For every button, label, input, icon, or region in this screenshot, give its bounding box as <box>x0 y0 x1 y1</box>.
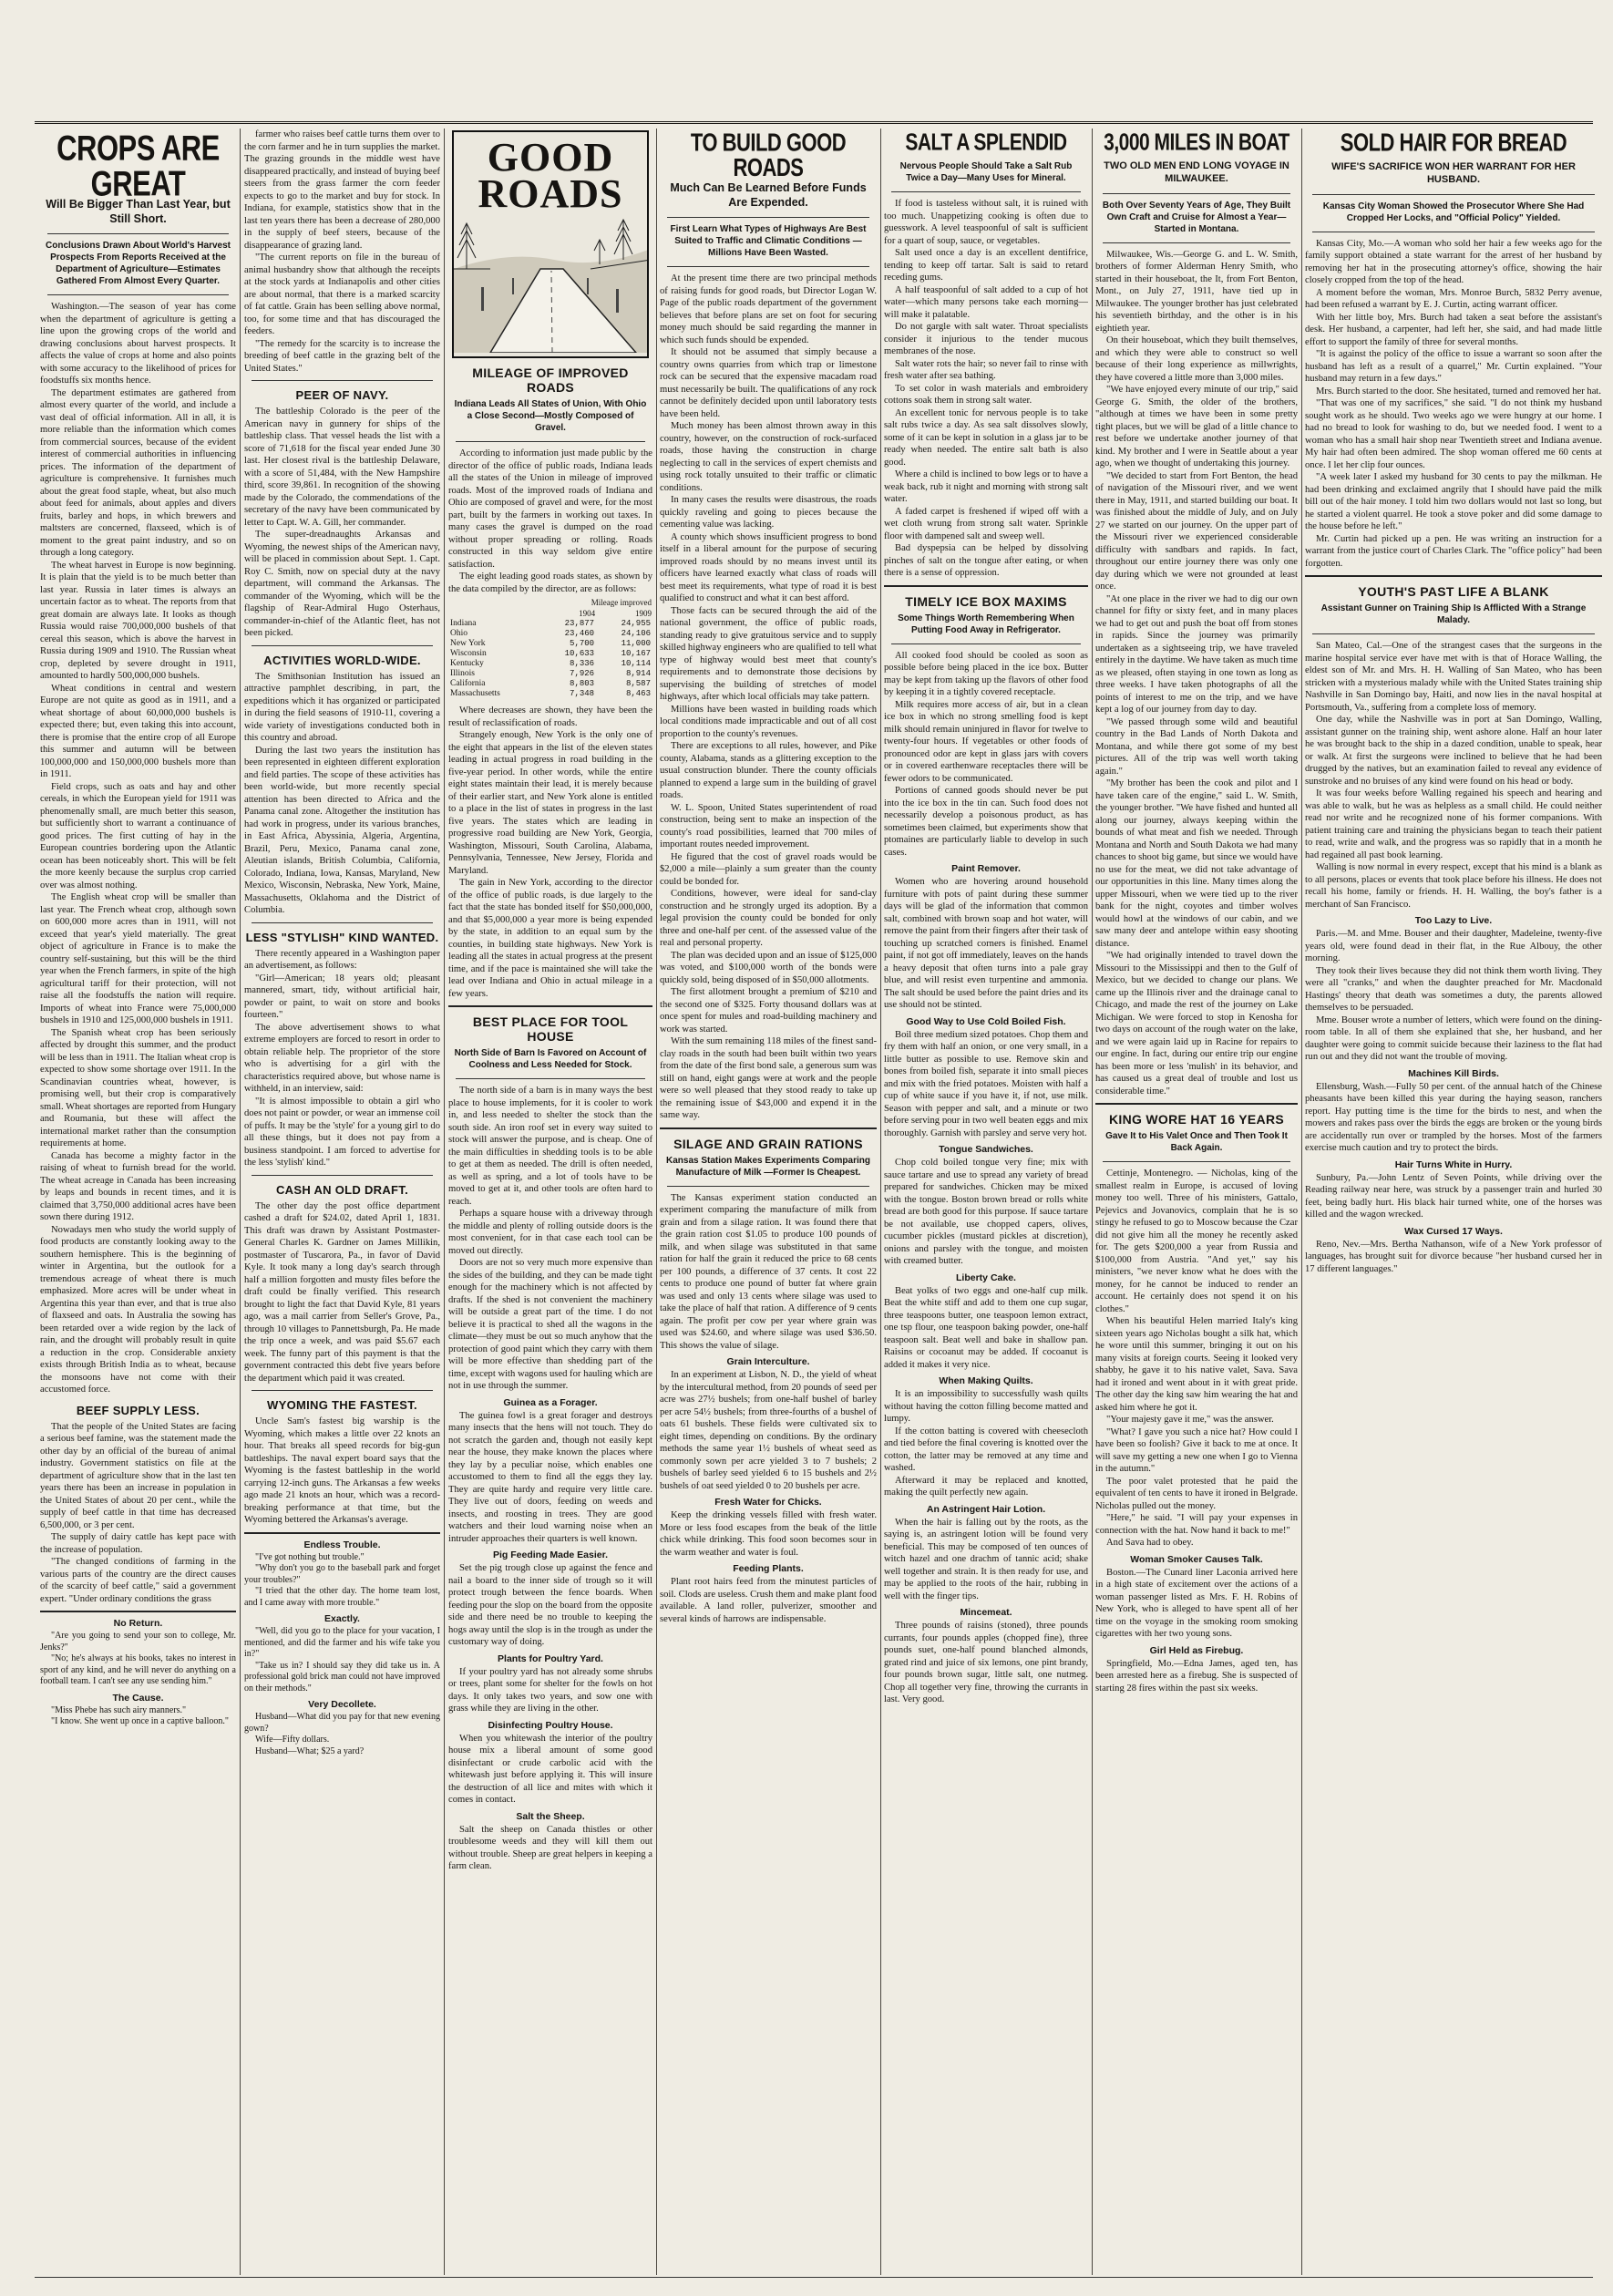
paragraph: Three pounds of raisins (stoned), three pounds currants, four pounds apples (chopped fine), three pounds suet, one-half pound blanched almonds, grated rind and juice of six lemons, one pint brandy, four pounds brown sugar, little salt, one nutmeg. Chop all together very fine, throwing the currants in last. Very good. <box>884 1621 1088 1704</box>
paragraph: Paris.—M. and Mme. Bouser and their daughter, Madeleine, twenty-five years old, were found dead in their flat, in the Rue Albouy, the other morning. <box>1305 929 1602 963</box>
paragraph: The English wheat crop will be smaller than last year. The French wheat crop, although sown on 600,000 more acres than in 1911, will not exceed that year's yield materially. The great object of agriculture in France is to make the country self-sustaining, but this will be the third year when the French farmers, in spite of the high agricultural tariff for their protection, will not raise all the foodstuffs the nation will require. Imports of wheat into France were 75,000,000 bushels in 1910 and 125,000,000 bushels in 1911. <box>40 892 236 1026</box>
paragraph: It should not be assumed that simply because a country owns quarries from which trap or limestone rock can be secured that the expensive macadam road must necessarily be built. The qualifications of any rock cannot be definitely decided upon until laboratory tests have been held. <box>660 347 877 419</box>
subhead: Hair Turns White in Hurry. <box>1394 1158 1513 1170</box>
deck: TWO OLD MEN END LONG VOYAGE IN MILWAUKEE. <box>1104 160 1289 184</box>
joke-box <box>40 1618 236 1728</box>
paragraph: "It is almost impossible to obtain a girl who does not paint or powder, or wear an immense coil of puffs. It may be the 'style' for a young girl to do all these things, but it does not pay from a business standpoint. I am forced to advertise for the less 'stylish' kind." <box>244 1096 440 1168</box>
joke-line: Husband—What; $25 a yard? <box>255 1745 365 1756</box>
deck-summary: Assistant Gunner on Training Ship Is Afflicted With a Strange Malady. <box>1320 603 1587 625</box>
paragraph: When you whitewash the interior of the poultry house mix a liberal amount of some good disinfectant or crude carbolic acid with the whitewash just before applying it. This will insure the destruction of all lice and mites with which it comes in contact. <box>448 1733 652 1805</box>
paragraph: It is an impossibility to successfully wash quilts without having the cotton filling become matted and lumpy. <box>884 1389 1088 1424</box>
deck-summary: Nervous People Should Take a Salt Rub Twice a Day—Many Uses for Mineral. <box>899 161 1073 183</box>
joke-line: "I know. She went up once in a captive balloon." <box>51 1716 229 1727</box>
subhead: An Astringent Hair Lotion. <box>926 1503 1046 1515</box>
paragraph: A faded carpet is freshened if wiped off with a wet cloth wrung from strong salt water. Sprinkle floor with dampened salt and sweep well. <box>884 506 1088 541</box>
headline-good-roads: TO BUILD GOOD ROADS <box>690 129 847 182</box>
top-rule <box>35 121 1593 124</box>
paragraph: Canada has become a mighty factor in the raising of wheat to furnish bread for the world. The wheat acreage in Canada has been increasing by leaps and bounds in recent times, and it is claimed that 3,750,000 additional acres have been sown there during 1912. <box>40 1150 236 1223</box>
paragraph: When his beautiful Helen married Italy's king sixteen years ago Nicholas bought a silk hat, which he wore until this summer, bringing it out on his many visits at foreign courts. Seeing it looked very shabby, he gave it to his native valet, Sava. Sava had it ironed and went about in it with great pride. The other day the king saw him wearing the hat and asked him where he got it. <box>1095 1316 1298 1413</box>
paragraph: Salt water rots the hair; so never fail to rinse with fresh water after sea bathing. <box>884 358 1088 381</box>
column-6 <box>1095 129 1298 2275</box>
paragraph: During the last two years the institution has been represented in eighteen different exploration and field parties. The scope of these activities has been world-wide, but more recently special attention has been directed to Africa and the Panama canal zone. Altogether the institution has had work in progress, under its various branches, in East Africa, Abyssinia, Algeria, Argentina, Brazil, Peru, Mexico, Panama canal zone, Aleutian islands, British Columbia, California, Colorado, Indiana, Iowa, Kansas, Maryland, New Mexico, Wisconsin, Nebraska, New York, Maine, Massachusetts, Oklahoma and the District of Columbia. <box>244 745 440 915</box>
paragraph: The battleship Colorado is the peer of the American navy in gunnery for ships of the battleship class. That vessel heads the list with a score of 71,618 for the fiscal year ended June 30 last. Her closest rival is the battleship Delaware, with a score of 51,484, with the New Hampshire third, score 39,861. In recognition of the showing made by the Colorado, the commendations of the secretary of the navy have been communicated by letter to Capt. W. A. Gill, her commander. <box>244 407 440 528</box>
deck-summary: First Learn What Types of Highways Are Best Suited to Traffic and Climatic Conditions — Millions Have Been Wasted. <box>670 224 867 259</box>
subhead: Good Way to Use Cold Boiled Fish. <box>906 1015 1066 1027</box>
joke-line: Wife—Fifty dollars. <box>255 1735 330 1745</box>
paragraph: Washington.—The season of year has come when the department of agriculture is getting a line upon the growing crops of the world and drawing conclusions about harvest prospects. It affects the value of crops at home and also points with some accuracy to the likelihood of prices for foodstuffs six months hence. <box>40 302 236 386</box>
paragraph: The first allotment brought a premium of $210 and the second one of $325. Forty thousand dollars was at once spent for mules and road-building machinery and work was started. <box>660 987 877 1035</box>
subhead: BEEF SUPPLY LESS. <box>76 1403 200 1417</box>
paragraph: "We decided to start from Fort Benton, the head of navigation of the Missouri river, and we went there in May, 1911, and started building our boat. It was finished about the middle of July, and on July 27 we started on our journey. On the upper part of the Missouri river we experienced considerable difficulty with sandbars and rapids. In fact, throughout our entire journey there was only one day during which we were not grounded at least once. <box>1095 470 1298 592</box>
paragraph: They took their lives because they did not think them worth living. They were all "cranks," and when the daughter preached for Mr. Macdonald Hastings' theory that death was sometimes a duty, the parents allowed themselves to be persuaded. <box>1305 965 1602 1013</box>
column-rule <box>656 129 657 2275</box>
paragraph: When the hair is falling out by the roots, as the saying is, an astringent lotion will be found very beneficial. This may be composed of ten ounces of witch hazel and one drachm of tannic acid; shake well together and strain. It is then ready for use, and may be applied to the roots of the hair, rubbing in well with the finger tips. <box>884 1517 1088 1601</box>
deck: Will Be Bigger Than Last Year, but Still Short. <box>46 198 231 225</box>
table-row: Ohio 23,460 24,106 <box>450 629 651 638</box>
paragraph: "My brother has been the cook and pilot and I have taken care of the engine," said L. W. Smith, the younger brother. "We have fished and hunted all along our journey, always keeping within the bounds of what meat and fish we needed. Through Montana and North and South Dakota we had many chances to shoot big game, but since we would have no use for the meat, we did not take advantage of our opportunities in this line. Many times along the upper Missouri, when we were tied up to the river bank for the night, coyotes and timber wolves would howl at the windows of our cabin, and we saw many deer and antelope within easy shooting distance. <box>1095 778 1298 949</box>
subhead: ACTIVITIES WORLD-WIDE. <box>263 653 421 667</box>
headline-crops-are-great: CROPS ARE GREAT <box>57 129 220 203</box>
paragraph: Bad dyspepsia can be helped by dissolving pinches of salt on the tongue after eating, or when there is a sense of oppression. <box>884 543 1088 578</box>
paragraph: Keep the drinking vessels filled with fresh water. More or less food escapes from the beak of the little chick while drinking. This food soon becomes sour in the warm weather and water is foul. <box>660 1510 877 1558</box>
deck: Much Can Be Learned Before Funds Are Expended. <box>670 181 867 209</box>
paragraph: In an experiment at Lisbon, N. D., the yield of wheat by the intercultural method, from 20 pounds of seed per acre was 27½ bushels; from one-half bushel of barley per acre 54½ bushels; from three-fourths of a bushel of oats 61 bushels. These fields were cultivated six to eight times, depending on conditions. By the ordinary methods the same year 1½ bushels of wheat seed as commonly sown per acre yielded 3 to 7 bushels; 2 bushels of barley seed yielded 6 to 15 bushels and 2½ bushels of oat seed yielded 0 to 20 bushels per acre. <box>660 1370 877 1491</box>
subhead: Girl Held as Firebug. <box>1149 1644 1244 1656</box>
paragraph: The above advertisement shows to what extreme employers are forced to resort in order to obtain reliable help. The proprietor of the store who is advertising for a girl with the characteristics required above, but whose name is withheld, in an interview, said: <box>244 1022 440 1094</box>
paragraph: He figured that the cost of gravel roads would be $2,000 a mile—plainly a sum greater than the county could be bonded for. <box>660 851 877 887</box>
column-5 <box>884 129 1088 2275</box>
subhead: Grain Interculture. <box>726 1356 810 1368</box>
subhead: Machines Kill Birds. <box>1408 1067 1499 1079</box>
paragraph: Set the pig trough close up against the fence and nail a board to the inner side of trough so it will protect trough between the fence boards. When feeding pour the slop on the board from the opposite side and there need be no trouble to keeping the hogs away until the slop is in the trough as under the customary way of doing. <box>448 1563 652 1647</box>
joke-line: "Take us in? I should say they did take us in. A professional gold brick man could not have improved on their methods." <box>244 1660 440 1694</box>
paragraph: "The current reports on file in the bureau of animal husbandry show that although the receipts at the stock yards at Indianapolis and other cities are about normal, that there is a marked scarcity of fat cattle. Grain has been selling above normal, too, for some time and that has discouraged the feeders. <box>244 252 440 336</box>
paragraph: San Mateo, Cal.—One of the strangest cases that the surgeons in the marine hospital service ever have met with is that of Horace Walling, the eldest son of Mr. and Mrs. H. H. Walling of San Mateo, who has been stricken with a mysterious malady while with the United States training ship Nashville in San Domingo bay, Haiti, and now lies in the naval hospital at Portsmouth, Va., suffering from a complete loss of memory. <box>1305 641 1602 713</box>
paragraph: Springfield, Mo.—Edna James, aged ten, has been arrested here as a firebug. She is suspected of starting 28 fires within the past six weeks. <box>1095 1658 1298 1694</box>
subhead: Too Lazy to Live. <box>1414 915 1493 926</box>
subhead: Tongue Sandwiches. <box>939 1144 1033 1155</box>
headline-youth-blank: YOUTH'S PAST LIFE A BLANK <box>1358 584 1549 599</box>
column-rule <box>880 129 881 2275</box>
paragraph: Plant root hairs feed from the minutest particles of soil. Clods are useless. Crush them and make plant food available. A land roller, pulverizer, smoother and several kinds of harrows are indispensable. <box>660 1577 877 1624</box>
paragraph: A moment before the woman, Mrs. Monroe Burch, 5832 Perry avenue, had been refused a warrant by E. J. Curtin, acting warrant officer. <box>1305 287 1602 310</box>
deck-summary: Kansas Station Makes Experiments Comparing Manufacture of Milk —Former Is Cheapest. <box>666 1155 870 1178</box>
paragraph: "The remedy for the scarcity is to increase the breeding of beef cattle in the grazing belt of the United States." <box>244 338 440 374</box>
subhead: LESS "STYLISH" KIND WANTED. <box>245 930 439 944</box>
joke-line: "No; he's always at his books, takes no interest in sport of any kind, and he will never do anything on a football team. I can't see any use sending him." <box>40 1653 236 1687</box>
paragraph: Portions of canned goods should never be put into the ice box in the tin can. Such food does not necessarily develop a poisonous product, as has sometimes been claimed, but experiments show that ptomaines are particularly liable to develop in such cases. <box>884 786 1088 858</box>
paragraph: With the sum remaining 118 miles of the finest sand-clay roads in the south had been built within two years from the date of the first bond sale, a generous sum was still on hand, eight gangs were at work and the people were so well pleased that they stood ready to take up the remaining issue of $43,000 and expend it in the same way. <box>660 1036 877 1121</box>
paragraph: Much money has been almost thrown away in this country, however, on the construction of rock-surfaced roads, those having the construction in charge neglecting to call in the services of expert chemists and using rock totally unsuited to their traffic or climatic conditions. <box>660 421 877 493</box>
subhead: Pig Feeding Made Easier. <box>492 1550 609 1560</box>
paragraph: To set color in wash materials and embroidery cottons soak them in strong salt water. <box>884 383 1088 406</box>
subhead: Wax Cursed 17 Ways. <box>1404 1225 1503 1237</box>
deck-summary: Indiana Leads All States of Union, With Ohio a Close Second—Mostly Composed of Gravel. <box>454 399 647 433</box>
paragraph: The guinea fowl is a great forager and destroys many insects that the hens will not touch. They do not scratch the garden and, though not easily kept near the house, they make known the places where they lay by a peculiar noise, which enables one accustomed to them to find all the eggs they lay. They are quite hardy and require very little care. They live out of doors, feeding on weeds and insects, and roosting in trees. They are good watchers and their loud warning noise when an intruder approaches their quarters is well known. <box>448 1410 652 1544</box>
paragraph: Milwaukee, Wis.—George G. and L. W. Smith, brothers of former Alderman Henry Smith, who started in their houseboat, the It, from Fort Benton, Mont., on July 27, 1911, have tied up in Milwaukee. The younger brother has just celebrated his seventieth birthday, and the other is in his eightieth year. <box>1095 249 1298 334</box>
column-rule <box>240 129 241 2275</box>
paragraph: "It is against the policy of the office to issue a warrant so soon after the husband has left as a result of a quarrel," Mr. Curtin explained. "Your husband may return in a few days." <box>1305 349 1602 384</box>
subhead: Plants for Poultry Yard. <box>498 1653 603 1664</box>
paragraph: Mrs. Burch started to the door. She hesitated, turned and removed her hat. <box>1316 386 1602 396</box>
paragraph: Walling is now normal in every respect, except that his mind is a blank as to all persons, places or events that took place before his illness. He does not recall his home, family or friends. H. H. Walling, the boy's father is a merchant of San Francisco. <box>1305 862 1602 910</box>
paragraph: Boston.—The Cunard liner Laconia arrived here in a high state of excitement over the actions of a woman passenger listed as Mrs. F. H. Robins of New York, who is alleged to have spent all of her time on the voyage in the smoking room smoking cigarettes with her two young sons. <box>1095 1567 1298 1639</box>
paragraph: "Your majesty gave it me," was the answer. <box>1106 1415 1274 1425</box>
joke-line: "Are you going to send your son to college, Mr. Jenks?" <box>40 1631 236 1653</box>
table-row: Massachusetts 7,348 8,463 <box>450 689 651 698</box>
subhead: WYOMING THE FASTEST. <box>267 1398 417 1412</box>
paragraph: The other day the post office department cashed a draft for $24.02, dated April 1, 1831. This draft was drawn by Assistant Postmaster-General Charles K. Gardner on James Millikin, postmaster of Tuscarora, Pa., in favor of David Kyle. It took many a long day's search through half a million forgotten and musty files before the draft could be finally verified. This research brought to light the fact that David Kyle, 81 years ago, was a mail carrier from Seller's Grove, Pa., through 10 villages to Pannettsburgh, Pa. He made the trip once a week, and was paid $5.67 each week. The funny part of this payment is that the government contracted this debt five years before the department which paid it was created. <box>244 1200 440 1384</box>
paragraph: The poor valet protested that he paid the equivalent of ten cents to have it ironed in Belgrade. Nicholas pulled out the money. <box>1095 1476 1298 1511</box>
headline-salt: SALT A SPLENDID <box>905 129 1067 156</box>
deck-summary: Conclusions Drawn About World's Harvest Prospects From Reports Received at the Department of Agriculture—Estimates Gathered From Almost Every Quarter. <box>46 241 231 287</box>
paragraph: The supply of dairy cattle has kept pace with the increase of population. <box>40 1532 236 1555</box>
subhead: When Making Quilts. <box>939 1375 1033 1386</box>
paragraph: That the people of the United States are facing a serious beef famine, was the statement made the other day by an official of the bureau of animal industry. Government statistics on file at the department of agriculture show that in the last ten years there has been an increase in population in the United States of about 20 per cent., while the supply of beef cattle in that time has decreased 6,500,000, or 3 per cent. <box>40 1421 236 1530</box>
column-1 <box>40 129 236 2275</box>
paragraph: An excellent tonic for nervous people is to take salt rubs twice a day. As sea salt dissolves slowly, some of it can be kept in solution in a glass jar to be ready when needed. The entire salt bath is also good. <box>884 407 1088 468</box>
paragraph: If the cotton batting is covered with cheesecloth and tied before the final covering is knotted over the cotton, the latter may be removed at any time and washed. <box>884 1426 1088 1473</box>
deck-summary: Both Over Seventy Years of Age, They Built Own Craft and Cruise for Almost a Year—Started in Montana. <box>1102 200 1291 234</box>
bottom-rule <box>35 2277 1593 2278</box>
headline-sold-hair: SOLD HAIR FOR BREAD <box>1340 129 1567 157</box>
subhead: Feeding Plants. <box>733 1563 804 1575</box>
paragraph: The super-dreadnaughts Arkansas and Wyoming, the newest ships of the American navy, will be placed in commission about Sept. 1. Capt. Roy C. Smith, now on special duty at the navy department, will command the Arkansas. The commander of the Wyoming, which will be the flagship of Rear-Admiral Hugo Osterhaus, commander-in-chief of the Atlantic fleet, has not been picked. <box>244 530 440 638</box>
paragraph: Milk requires more access of air, but in a clean ice box in which no strong smelling food is kept milk should remain uninjured in flavor for twelve to twenty-four hours. If vegetables or other foods of pronounced odor are kept in glass jars with covers or in covered earthenware receptacles there will be fewer odors to be communicated. <box>884 699 1088 784</box>
subhead: CASH AN OLD DRAFT. <box>275 1182 409 1197</box>
headline-mileage: MILEAGE OF IMPROVED ROADS <box>472 366 629 395</box>
paragraph: "Girl—American; 18 years old; pleasant mannered, smart, tidy, without artificial hair, powder or paint, to wait on store and books fourteen." <box>244 973 440 1020</box>
paragraph: Nowadays men who study the world supply of food products are constantly looking away to the southern hemisphere. This is the beginning of winter in Argentina, but the outlook for a tremendous acreage of wheat there is much emphasized. More acres will be under wheat in Argentina this year than ever, and that is true also of flaxseed and oats. In Australia the sowing has been retarded over a wide region by the lack of rain, and the drought will probably result in quite a reduction in the crop. Considerable anxiety exists through British India as to wheat, because the monsoons have not come with their accustomed force. <box>40 1224 236 1395</box>
table-year: 1904 <box>579 609 596 618</box>
paragraph: Millions have been wasted in building roads which local conditions made impracticable and out of all cost proportion to the county's revenues. <box>660 704 877 739</box>
paragraph: The north side of a barn is in many ways the best place to house implements, for it is cooler to work in, and less needed to shelter the stock than the south side. An iron roof set in every way suited to stock will answer the purpose, and is cheap. One of the main difficulties in shedding tools is to be able to get at them as needed. The drill is often needed, as well as spring, and a lot of tools have to be moved to get at it, and other tools are often hard to reach. <box>448 1086 652 1207</box>
joke-line: "Miss Phebe has such airy manners." <box>51 1704 187 1715</box>
logo-text: GOOD ROADS <box>478 135 623 216</box>
column-rule <box>1301 129 1302 2275</box>
paragraph: At the present time there are two principal methods of raising funds for good roads, but Director Logan W. Page of the public roads department of the government believes that before plans are set on foot for securing money much should be said regarding the manner in which such funds should be expended. <box>660 273 877 345</box>
paragraph: Cettinje, Montenegro. — Nicholas, king of the smallest realm in Europe, is accused of loving money too well. Three of his ministers, Gattalo, Pejevics and Jovanovics, complain that he is so stingy he refused to go to Moscow because the Czar did not give him all the money he recently asked for. The gets $200,000 a year from Russia and $100,000 from Austria. "And yet," say his ministers, "we never know what he does with the money, for he cannot be induced to render an account. He certainly does not spend it on his clothes." <box>1095 1169 1298 1314</box>
paragraph: According to information just made public by the director of the office of public roads, Indiana leads all the states of the Union in mileage of improved roads. Most of the improved roads of Indiana and Ohio are composed of gravel and were, for the most part, built by the farmers in working out taxes. In many cases the gravel is dumped on the road without proper spreading or rolling. Roads constructed in this way seldom give entire satisfaction. <box>448 448 652 570</box>
headline-ice-box: TIMELY ICE BOX MAXIMS <box>905 593 1067 609</box>
paragraph: Salt used once a day is an excellent dentifrice, tending to keep off tartar. Salt is said to retard receding gums. <box>884 248 1088 283</box>
subhead: Disinfecting Poultry House. <box>488 1719 613 1731</box>
headline-king-hat: KING WORE HAT 16 YEARS <box>1109 1112 1284 1127</box>
joke-title: No Return. <box>113 1618 163 1630</box>
subhead: Fresh Water for Chicks. <box>714 1497 822 1508</box>
paragraph: Mr. Curtin had picked up a pen. He was writing an instruction for a warrant from the justice court of Charles Clark. The "office policy" had been forgotten. <box>1305 533 1602 569</box>
paragraph: One day, while the Nashville was in port at San Domingo, Walling, assistant gunner on the training ship, went ashore alone. Half an hour later he was brought back to the ship in a dazed condition, unable to speak, hear or walk. At first the surgeons were inclined to believe that he had been drugged by the natives, but an examination failed to reveal any evidence of sunstroke and no bruises of any kind were found on his head or body. <box>1305 715 1602 787</box>
paragraph: The gain in New York, according to the director of the office of public roads, is due largely to the fact that the state has bonded itself for $50,000,000, and that $5,000,000 a year more is being expended by the state, in addition to an equal sum by the counties, in building state highways. New York is leading all the states in actual progress at the present time, and if the pace is maintained she will take the lead over Indiana and Ohio in actual mileage in a few years. <box>448 878 652 999</box>
column-3 <box>448 129 652 2275</box>
column-2 <box>244 129 440 2275</box>
paragraph: farmer who raises beef cattle turns them over to the corn farmer and he in turn supplies the market. The grazing grounds in the middle west have disappeared practically, and instead of buying beef steers from the grass farmer the corn feeder expects to go to the market and buy for stock. In Indiana, for example, statistics show that in the last ten years there has been a decrease of 280,000 in the supply of beef steers, because of the disappearance of grazing land. <box>244 129 440 251</box>
deck-summary: Kansas City Woman Showed the Prosecutor Where She Had Cropped Her Locks, and "Official Policy" Yielded. <box>1322 201 1585 223</box>
paragraph: The Spanish wheat crop has been seriously affected by drought this summer, and the product will be less than in 1911. The Italian wheat crop is expected to show some shortage over 1911. In the Scandinavian countries wheat, however, is promising well, but their crop is comparatively small. Wheat shortages are reported from Hungary and Roumania, but these will affect the international market rather than the consumption requirements at home. <box>40 1027 236 1149</box>
paragraph: Mme. Bouser wrote a number of letters, which were found on the dining-room table. In all of them she explained that she, her husband, and her daughter were going to commit suicide because their laziness to the flat had run out and they did not want the trouble of moving. <box>1305 1014 1602 1062</box>
paragraph: Sunbury, Pa.—John Lentz of Seven Points, while driving over the Reading railway near here, was struck by a passenger train and hurled 30 feet, being badly hurt. His black hair turned white, one of the horses was killed and the wagon wrecked. <box>1305 1172 1602 1220</box>
subhead: Woman Smoker Causes Talk. <box>1130 1553 1263 1565</box>
joke-title: Very Decollete. <box>308 1699 376 1710</box>
paragraph: The department estimates are gathered from almost every quarter of the world, and include a vast deal of official information. All in all, it is more reliable than the information which comes from commercial sources, because of the evident interest of commercial authorities in influencing prices. The information of the department of agriculture is comprehensive. It furnishes much about the great food staple, wheat, but also much about feed for animals, about apples and divers fruits, barley and hops, in which brewers and maltsters are concerned, flaxseed, which is of moment to the great paint industry, and so on through a long category. <box>40 387 236 559</box>
paragraph: The eight leading good roads states, as shown by the data compiled by the director, are as follows: <box>448 571 652 594</box>
good-roads-illustration <box>452 130 649 358</box>
paragraph: "A week later I asked my husband for 30 cents to pay the milkman. He had been drinking and exclaimed angrily that I should have paid the milk bill out of the hair money. I told him two dollars would not last so long, but he started a violent quarrel. He took a stove poker and did some damage to the house before he left." <box>1305 472 1602 531</box>
joke-line: "Why don't you go to the baseball park and forget your troubles?" <box>244 1563 440 1585</box>
paragraph: Where decreases are shown, they have been the result of reclassification of roads. <box>448 705 652 728</box>
paragraph: Boil three medium sized potatoes. Chop them and fry them with half an onion, or one very small, in a little butter as possible to use. Remove skin and bones from boiled fish, separate it into small pieces and mix with the fried potatoes. Moisten with half a cup of white sauce if you have it, if not, use milk. Season with pepper and salt, and a minute or two before serving pour in two well beaten eggs and mix thoroughly. Garnish with parsley and serve very hot. <box>884 1029 1088 1138</box>
table-year: 1909 <box>635 609 652 618</box>
subhead: Salt the Sheep. <box>516 1810 585 1822</box>
paragraph: It was four weeks before Walling regained his speech and hearing and was able to walk, but he was as helpless as a small child. He could neither read nor write and he recognized none of his former companions. With patient training care and training the physicians began to teach their patient to read, write and walk, and the progress was so rapidly that in a month he had regained all past book learning. <box>1305 788 1602 860</box>
paragraph: "Here," he said. "I will pay your expenses in connection with the hat. Now hand it back to me!" <box>1095 1513 1298 1536</box>
deck-summary: Gave It to His Valet Once and Then Took It Back Again. <box>1105 1131 1288 1153</box>
paragraph: Those facts can be secured through the aid of the national government, the office of public roads, standing ready to give gratuitous service and to supply skilled highway engineers who are qualified to tell what type of highway would best meet that county's requirements and to demonstrate those decisions by supervising the building of stretches of model highways, after which local officials may take pattern. <box>660 605 877 703</box>
paragraph: Women who are hovering around household furniture with pots of paint during these summer days will be glad of the information that common salt, combined with brown soap and hot water, will remove the paint from their fingers after their task of touching up scratched corners is finished. Enamel paint, if not got off immediately, leaves on the hands a heavy deposit that often turns into a pale gray blue, and will resist even turpentine and ammonia. The salt should be used before the paint dries and its use should not be stinted. <box>884 877 1088 1010</box>
paragraph: Kansas City, Mo.—A woman who sold her hair a few weeks ago for the family support obtained a state warrant for the arrest of her husband by removing her hat in the prosecuting attorney's office, showing the hair closely cropped from the top of the head. <box>1305 238 1602 285</box>
paragraph: Conditions, however, were ideal for sand-clay construction and he strongly urged its adoption. By a legal provision the county could be bonded for only three and one-half per cent. of the assessed value of the real and personal property. <box>660 889 877 949</box>
subhead: Mincemeat. <box>960 1607 1012 1618</box>
paragraph: Afterward it may be replaced and knotted, making the quilt perfectly new again. <box>884 1475 1088 1498</box>
paragraph: On their houseboat, which they built themselves, and which they were able to construct so well because of their long experience as millwrights, they have covered a little more than 3,000 miles. <box>1095 335 1298 383</box>
paragraph: The Kansas experiment station conducted an experiment comparing the manufacture of milk from grain and from a silage ration. It was found there that the grain ration cost $1.05 to produce 100 pounds of milk, and when silage was substituted in that same ration for half the grain it reduced the price to 68 cents per 100 pounds, a difference of 37 cents. It cost 22 cents to produce one pound of butter fat where grain was used and only 13 cents where silage was used to take the place of half that ration. A difference of 9 cents again. The profit per cow per year where grain was used was $24.60, and where silage was used $36.50. This shows the value of silage. <box>660 1192 877 1351</box>
table-row: New York 5,700 11,000 <box>450 639 651 648</box>
joke-box <box>244 1539 440 1758</box>
column-7 <box>1305 129 1602 2275</box>
headline-3000-miles: 3,000 MILES IN BOAT <box>1104 129 1289 156</box>
paragraph: The Smithsonian Institution has issued an attractive pamphlet describing, in part, the expeditions which it has organized or participated in during the field seasons of 1910-11, covering a wide variety of investigations conducted both in this country and abroad. <box>244 671 440 743</box>
joke-line: "I've got nothing but trouble." <box>255 1551 365 1562</box>
joke-line: Husband—What did you pay for that new evening gown? <box>244 1712 440 1734</box>
headline-tool-house: BEST PLACE FOR TOOL HOUSE <box>472 1014 629 1044</box>
column-4 <box>660 129 877 2275</box>
headline-silage: SILAGE AND GRAIN RATIONS <box>673 1136 863 1151</box>
table-row: Wisconsin 10,633 10,167 <box>450 649 651 658</box>
paragraph: If your poultry yard has not already some shrubs or trees, plant some for shelter for the fowls on hot days. It only takes two years, and sow one with grass while they are living in the other. <box>448 1666 652 1714</box>
subhead: Liberty Cake. <box>956 1272 1016 1283</box>
joke-line: "Well, did you go to the place for your vacation, I mentioned, and did the farmer and his wife take you in?" <box>244 1626 440 1659</box>
deck-summary: Some Things Worth Remembering When Putting Food Away in Refrigerator. <box>898 613 1074 635</box>
paragraph: W. L. Spoon, United States superintendent of road construction, being sent to make an inspection of the county's road possibilities, learned that 700 miles of important routes needed improvement. <box>660 802 877 850</box>
paragraph: And Sava had to obey. <box>1106 1538 1194 1548</box>
paragraph: There are exceptions to all rules, however, and Pike county, Alabama, stands as a glittering exception to the usual construction blunder. There the county officials planned to expend a large sum in the building of gravel roads. <box>660 741 877 801</box>
deck: WIFE'S SACRIFICE WON HER WARRANT FOR HER HUSBAND. <box>1331 161 1576 185</box>
paragraph: "We passed through some wild and beautiful country in the Bad Lands of North Dakota and Montana, and while there got some of my best pictures. All of the trip was well worth taking again." <box>1095 716 1298 777</box>
paragraph: Salt the sheep on Canada thistles or other troublesome weeds and they will kill them out without trouble. Sheep are great helpers in keeping a farm clean. <box>448 1824 652 1871</box>
subhead: Guinea as a Forager. <box>503 1396 598 1408</box>
paragraph: Where a child is inclined to bow legs or to have a weak back, rub it night and morning with strong salt water. <box>884 469 1088 504</box>
paragraph: If food is tasteless without salt, it is ruined with too much. Unappetizing cooking is often due to guesswork. A level teaspoonful of salt is sufficient for a quart of soup, sauce, or vegetables. <box>884 199 1088 246</box>
paragraph: All cooked food should be cooled as soon as possible before being placed in the ice box. Butter may be kept from taking up the flavors of other food by keeping it in a tightly covered receptacle. <box>884 650 1088 697</box>
paragraph: "At one place in the river we had to dig our own channel for fifty or sixty feet, and in many places we had to get out and push the boat off from stones in rapids. Since the journey was primarily undertaken as a sightseeing trip, we have traveled entirely in the daytime. We have taken as much time as we pleased, often staying in one town as long as three weeks. I have taken photographs of all the points of interest to me on the trip, and we have kept a log of our journey from day to day. <box>1095 593 1298 715</box>
deck-summary: North Side of Barn Is Favored on Account of Coolness and Less Needed for Stock. <box>454 1048 647 1070</box>
paragraph: Beat yolks of two eggs and one-half cup milk. Beat the white stiff and add to them one cup sugar, three teaspoons butter, one teaspoon lemon extract, one tsp flour, one teaspoon baking powder, one-half teaspoon salt. Beat well and bake in shallow pan. Raisins or cocoanut may be added. If cocoanut is added it makes it very nice. <box>884 1285 1088 1370</box>
table-header: Mileage improved <box>591 598 652 607</box>
joke-title: Exactly. <box>324 1613 360 1624</box>
paragraph: Wheat conditions in central and western Europe are not quite as good as in 1911, and a wheat shortage of about 60,000,000 bushels is expected there; but, even taking this into account, there is promise that the entire crop of all Europe this summer and autumn will be between 100,000,000 and 150,000,000 bushels more than in 1911. <box>40 683 236 780</box>
table-row: California 8,803 8,587 <box>450 679 651 688</box>
paragraph: "The changed conditions of farming in the various parts of the country are the direct causes of the scarcity of beef cattle," said a government expert. "Under ordinary conditions the grass <box>40 1557 236 1604</box>
subhead: PEER OF NAVY. <box>295 388 389 402</box>
paragraph: A half teaspoonful of salt added to a cup of hot water—which many persons take each morning—will make it palatable. <box>884 284 1088 320</box>
joke-title: The Cause. <box>112 1692 164 1704</box>
paragraph: Perhaps a square house with a driveway through the middle and plenty of rolling outside doors is the most convenient, for in that case each tool can be moved out directly. <box>448 1209 652 1256</box>
paragraph: "We had originally intended to travel down the Missouri to the Mississippi and then to the Gulf of Mexico, but we decided to change our plans. We came up the Illinois river and the drainage canal to Chicago, and made the rest of the journey on Lake Michigan. We were forced to stop in Kenosha for two days on account of the rough water on the lake, and we were again laid up in Racine for repairs to our engine. In fact, during our entire trip our engine has been more or less 'mulish' in its behavior, and has caused us a great deal of trouble and lost us considerable time." <box>1095 951 1298 1097</box>
paragraph: "What? I gave you such a nice hat? How could I have been so foolish? Give it back to me at once. It will save my getting a new one when I go to Vienna in the autumn." <box>1095 1426 1298 1474</box>
paragraph: "We have enjoyed every minute of our trip," said George G. Smith, the older of the brothers, "although at times we have been in some pretty tight places, but we will be glad of a little chance to rest before we undertake another journey of that kind. My brother and I were in Seattle about a year ago, when we thought of undertaking this journey. <box>1095 385 1298 468</box>
paragraph: Doors are not so very much more expensive than the sides of the building, and they can be made tight enough for the machinery which is not affected by drafts. If the shed is not convenient the machinery will be outside a great part of the time. I do not believe it is practical to shed all the wagons in the climate—they must be out so much anyhow that the protection of good paint which they carry with them will be more effective than shedding part of the time, except with wagons used for hauling which are not in use through the summer. <box>448 1258 652 1391</box>
paragraph: Uncle Sam's fastest big warship is the Wyoming, which makes a little over 22 knots an hour. That breaks all speed records for big-gun battleships. The naval expert board says that the Wyoming is the fastest battleship in the world carrying 12-inch guns. The Arkansas a few weeks ago made 21 knots an hour, which was a record-breaking performance at that time, but the Wyoming bettered the Arkansas's average. <box>244 1416 440 1525</box>
table-row: Kentucky 8,336 10,114 <box>450 659 651 668</box>
paragraph: The wheat harvest in Europe is now beginning. It is plain that the yield is to be much better than last year. Russia in later times is always an uncertain factor as to wheat. The reports from that great domain are always late. It looks as though Russia would raise 700,000,000 bushels of that cereal this season, which is above the harvest in Russia during 1909 and 1910. The Russian wheat crop, depleted by severe drought in 1911, amounted to hardly 500,000,000 bushels. <box>40 560 236 682</box>
paragraph: Ellensburg, Wash.—Fully 50 per cent. of the annual hatch of the Chinese pheasants have been killed this year during the haying season, ranchers report. Hay putting time is the time for the birds to nest, and when the mowers and rakes pass over the birds the eggs are broken or the young birds are accidentally run over or trampled by the horses. Most of the farmers exercise much caution and try to protect the birds. <box>1305 1081 1602 1153</box>
paragraph: Strangely enough, New York is the only one of the eight that appears in the list of the eleven states leading in actual progress in road building in the five-year period. In other words, while the entire eight states maintain their lead, it is merely because of their earlier start, and New York alone is entitled to a place in the list of states in progress in the last five years. The states which are leading in progressive road building are New York, Georgia, Washington, Missouri, South Carolina, Alabama, Pennsylvania, Tennessee, New Jersey, Florida and Maryland. <box>448 730 652 876</box>
article-body <box>40 301 236 1396</box>
paragraph: A county which shows insufficient progress to bond itself in a liberal amount for the purpose of securing improved roads should by no means invest until its officers have learned exactly what class of roads will best meet its requirements, what type of road it is best qualified to construct and what it can best afford. <box>660 531 877 604</box>
paragraph: Chop cold boiled tongue very fine; mix with sauce tartare and use to spread any variety of bread prepared for sandwiches. Chicken may be mixed with the tongue. Boston brown bread or rolls white bread are both good for this purpose. If sauce tartare be not available, use chopped capers, olives, cucumber pickles (mustard pickles at discretion), onions and parsley with the tongue, and moisten with creamed butter. <box>884 1158 1088 1266</box>
paragraph: In many cases the results were disastrous, the roads quickly raveling and going to pieces because the cementing value was lacking. <box>660 495 877 530</box>
column-rule <box>444 129 445 2275</box>
joke-line: "I tried that the other day. The home team lost, and I came away with more trouble." <box>244 1586 440 1608</box>
paragraph: Do not gargle with salt water. Throat specialists consider it injurious to the tender mucous membranes of the nose. <box>884 322 1088 356</box>
joke-title: Endless Trouble. <box>303 1539 381 1550</box>
paragraph: "That was one of my sacrifices," she said. "I do not think my husband sought work as he should. Two weeks ago we were hungry at our home. I had no bread to look for washing to do, but we needed food. I went to a woman who has a small hair shop near Twentieth street and Indiana avenue. My hair had often been admired. The shop woman offered me 60 cents at once. I let her clip four ounces. <box>1305 398 1602 470</box>
table-row: Illinois 7,926 8,914 <box>450 669 651 678</box>
column-rule <box>1092 129 1093 2275</box>
mileage-table <box>448 597 652 699</box>
paragraph: The plan was decided upon and an issue of $125,000 was voted, and $100,000 worth of the bonds were quickly sold, being disposed of in $50,000 allotments. <box>660 950 877 985</box>
paragraph: There recently appeared in a Washington paper an advertisement, as follows: <box>244 948 440 971</box>
paragraph: Reno, Nev.—Mrs. Bertha Nathanson, wife of a New York professor of languages, has brought suit for divorce because "her husband cursed her in 17 different languages." <box>1305 1239 1602 1274</box>
table-row: Indiana 23,877 24,955 <box>450 619 651 628</box>
paragraph: Field crops, such as oats and hay and other cereals, in which the European yield for 1911 was phenomenally small, are much better this season, but sufficiently short to warrant a continuance of good prices. The first cutting of hay in the European countries bordering upon the Atlantic ocean has been noticeably short. This will be felt the more keenly because the surplus crop carried over was almost nothing. <box>40 781 236 891</box>
paragraph: With her little boy, Mrs. Burch had taken a seat before the assistant's desk. Her husband, a carpenter, had left her, she said, and had made little effort to support the family of three for several months. <box>1305 312 1602 347</box>
subhead: Paint Remover. <box>951 863 1021 874</box>
